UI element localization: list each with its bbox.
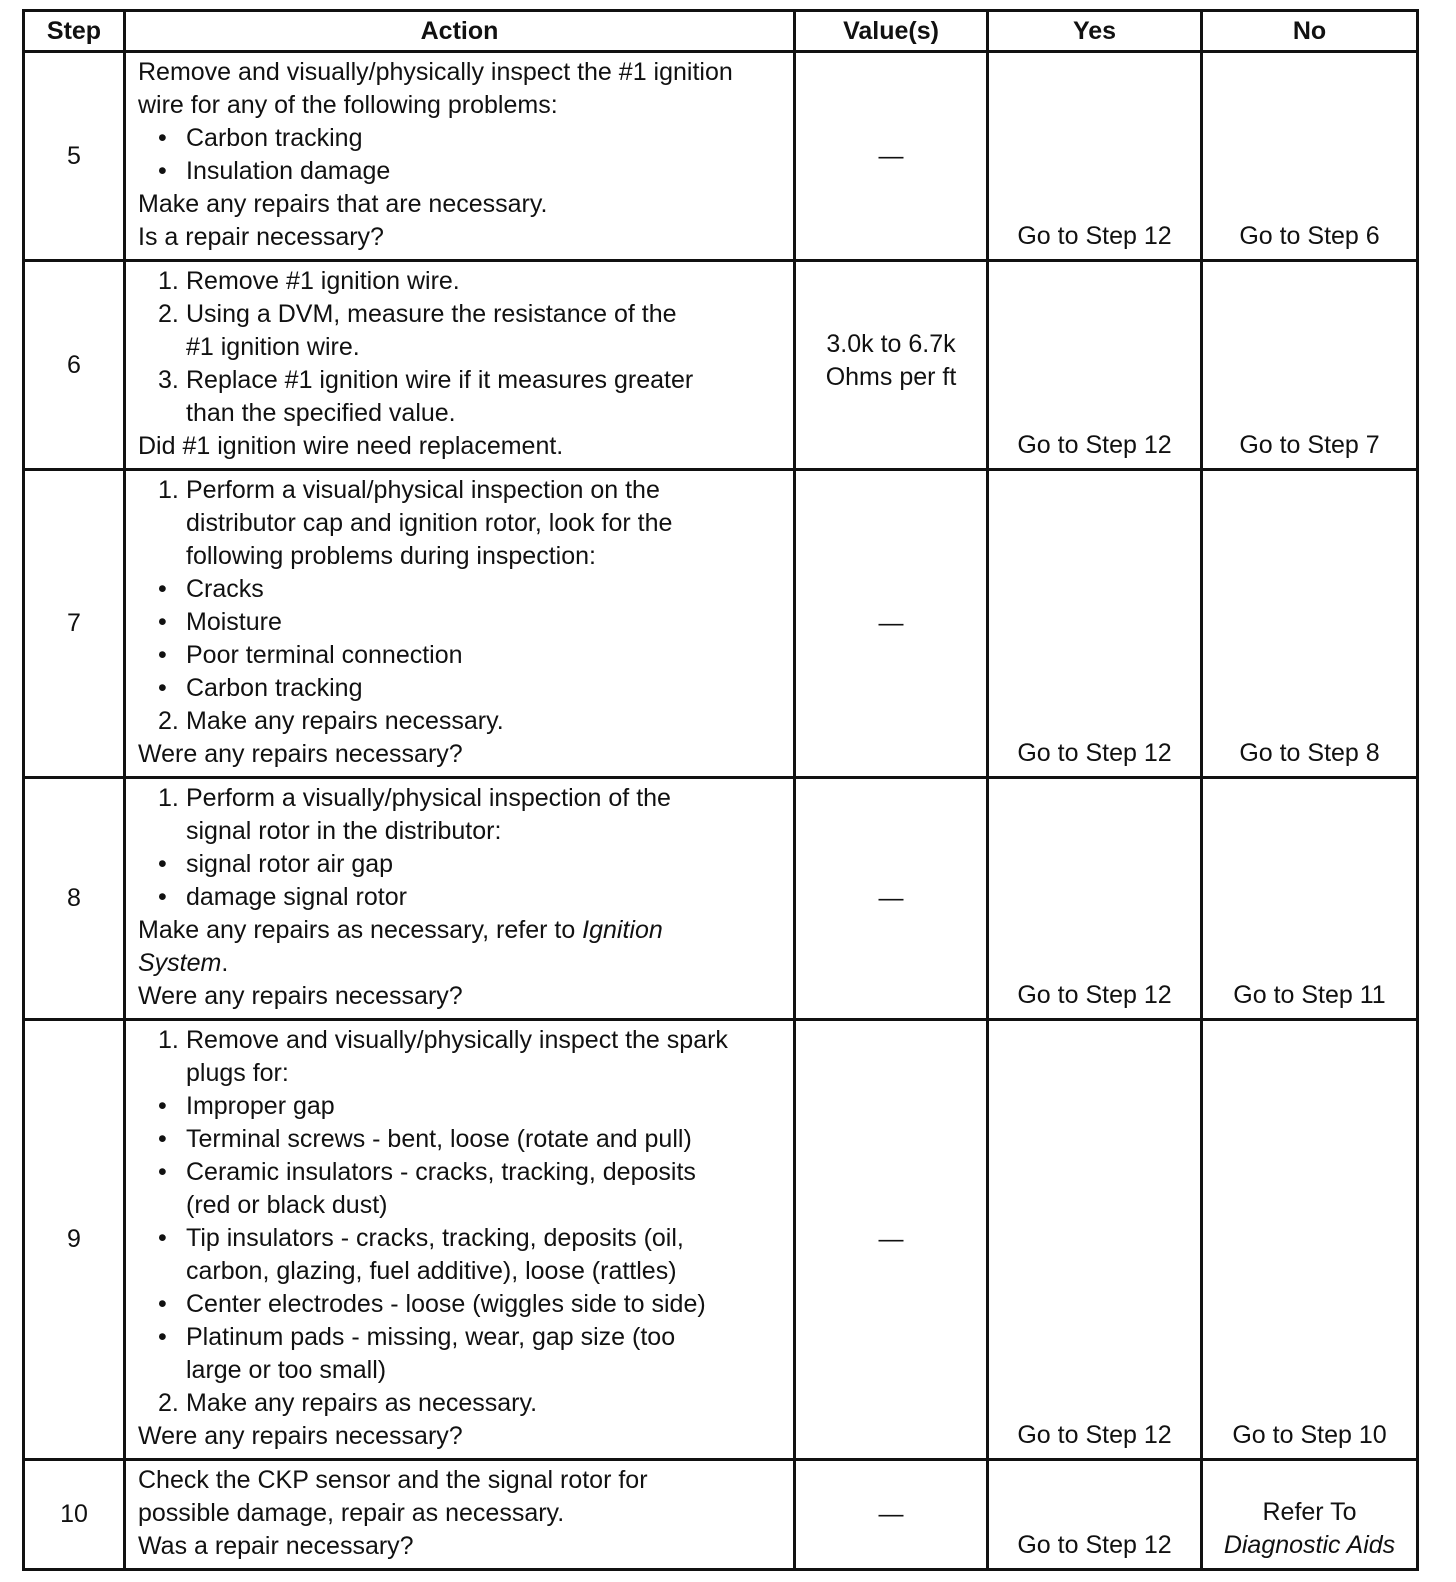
list-item: 1. Perform a visually/physical inspection of the: [158, 784, 671, 812]
list-item: • damage signal rotor: [158, 883, 407, 911]
value-cell: —: [795, 778, 988, 1020]
step-number: 10: [24, 1460, 125, 1570]
action-cell: 1. Perform a visually/physical inspection of the signal rotor in the distributor: • signal rotor air gap • damage signal rotor Make any repairs as necessary, refer to Ignition System. Were any repairs necessary?: [125, 778, 795, 1020]
table-row: [24, 470, 1418, 778]
list-item: • Poor terminal connection: [158, 641, 463, 669]
list-item: 2. Make any repairs as necessary.: [158, 1389, 538, 1417]
no-cell: Go to Step 10: [1202, 1020, 1418, 1460]
no-cell: Go to Step 11: [1202, 778, 1418, 1020]
table-row: [24, 1020, 1418, 1460]
no-cell: Go to Step 7: [1202, 261, 1418, 470]
list-item: • signal rotor air gap: [158, 850, 394, 878]
yes-cell: Go to Step 12: [988, 261, 1202, 470]
ignition-system-reference: Ignition: [582, 916, 663, 944]
yes-cell: Go to Step 12: [988, 1020, 1202, 1460]
yes-cell: Go to Step 12: [988, 52, 1202, 261]
list-item: • Carbon tracking: [158, 674, 363, 702]
step-number: 7: [24, 470, 125, 778]
list-item: 1. Perform a visual/physical inspection on the: [158, 476, 660, 504]
value-cell: 3.0k to 6.7k Ohms per ft: [795, 261, 988, 470]
table-row: [24, 261, 1418, 470]
list-item: • Terminal screws - bent, loose (rotate and pull): [158, 1125, 692, 1153]
no-cell: Refer To Diagnostic Aids: [1202, 1460, 1418, 1570]
list-item: • Moisture: [158, 608, 282, 636]
yes-cell: Go to Step 12: [988, 778, 1202, 1020]
step-number: 5: [24, 52, 125, 261]
list-item: 1. Remove and visually/physically inspect the spark: [158, 1026, 728, 1054]
list-item: 2. Using a DVM, measure the resistance of the: [158, 300, 677, 328]
yes-cell: Go to Step 12: [988, 1460, 1202, 1570]
no-cell: Go to Step 6: [1202, 52, 1418, 261]
list-item: • Center electrodes - loose (wiggles side to side): [158, 1290, 706, 1318]
action-cell: 1. Remove #1 ignition wire. 2. Using a DVM, measure the resistance of the #1 ignition wire. 3. Replace #1 ignition wire if it measures greater than the specified value. Did #1 ignition wire need replacement.: [125, 261, 795, 470]
list-item: • Cracks: [158, 575, 264, 603]
header-row: [24, 11, 1418, 52]
list-item: • Tip insulators - cracks, tracking, deposits (oil,: [158, 1224, 684, 1252]
value-cell: —: [795, 1460, 988, 1570]
yes-cell: Go to Step 12: [988, 470, 1202, 778]
list-item: • Improper gap: [158, 1092, 335, 1120]
value-cell: —: [795, 52, 988, 261]
list-item: 3. Replace #1 ignition wire if it measures greater: [158, 366, 694, 394]
ignition-system-reference-cont: System: [138, 949, 222, 977]
list-item: 1. Remove #1 ignition wire.: [158, 267, 460, 295]
step-number: 8: [24, 778, 125, 1020]
header-no: No: [1202, 11, 1418, 52]
list-item: • Platinum pads - missing, wear, gap size (too: [158, 1323, 676, 1351]
action-cell: 1. Perform a visual/physical inspection on the distributor cap and ignition rotor, look for the following problems during inspection: • Cracks • Moisture • Poor terminal connection • Carbon tracking 2. Make any repairs necessary. Were any repairs necessary?: [125, 470, 795, 778]
diagnostic-aids-reference: Diagnostic Aids: [1223, 1531, 1396, 1559]
header-action: Action: [125, 11, 795, 52]
action-cell: Remove and visually/physically inspect the #1 ignition wire for any of the following problems: • Carbon tracking • Insulation damage Make any repairs that are necessary. Is a repair necessary?: [125, 52, 795, 261]
value-cell: —: [795, 470, 988, 778]
step-number: 6: [24, 261, 125, 470]
action-cell: Check the CKP sensor and the signal rotor for possible damage, repair as necessary. Was a repair necessary?: [125, 1460, 795, 1570]
no-cell: Go to Step 8: [1202, 470, 1418, 778]
diagnostic-table: [22, 9, 1419, 1571]
list-item: • Insulation damage: [158, 157, 391, 185]
step-number: 9: [24, 1020, 125, 1460]
header-step: Step: [24, 11, 125, 52]
header-yes: Yes: [988, 11, 1202, 52]
value-cell: —: [795, 1020, 988, 1460]
list-item: • Carbon tracking: [158, 124, 363, 152]
table-row: [24, 1460, 1418, 1570]
table-row: [24, 52, 1418, 261]
header-values: Value(s): [795, 11, 988, 52]
action-cell: 1. Remove and visually/physically inspect the spark plugs for: • Improper gap • Terminal screws - bent, loose (rotate and pull) • Ceramic insulators - cracks, tracking, deposits (red or black dust) • Tip insulators - cracks, tracking, deposits (oil, carbon, glazing, fuel additive), loose (rattles) • Center electrodes - loose (wiggles side to side) • Platinum pads - missing, wear, gap size (too large or too small) 2. Make any repairs as necessary. Were any repairs necessary?: [125, 1020, 795, 1460]
list-item: 2. Make any repairs necessary.: [158, 707, 504, 735]
list-item: • Ceramic insulators - cracks, tracking, deposits: [158, 1158, 696, 1186]
table-row: [24, 778, 1418, 1020]
